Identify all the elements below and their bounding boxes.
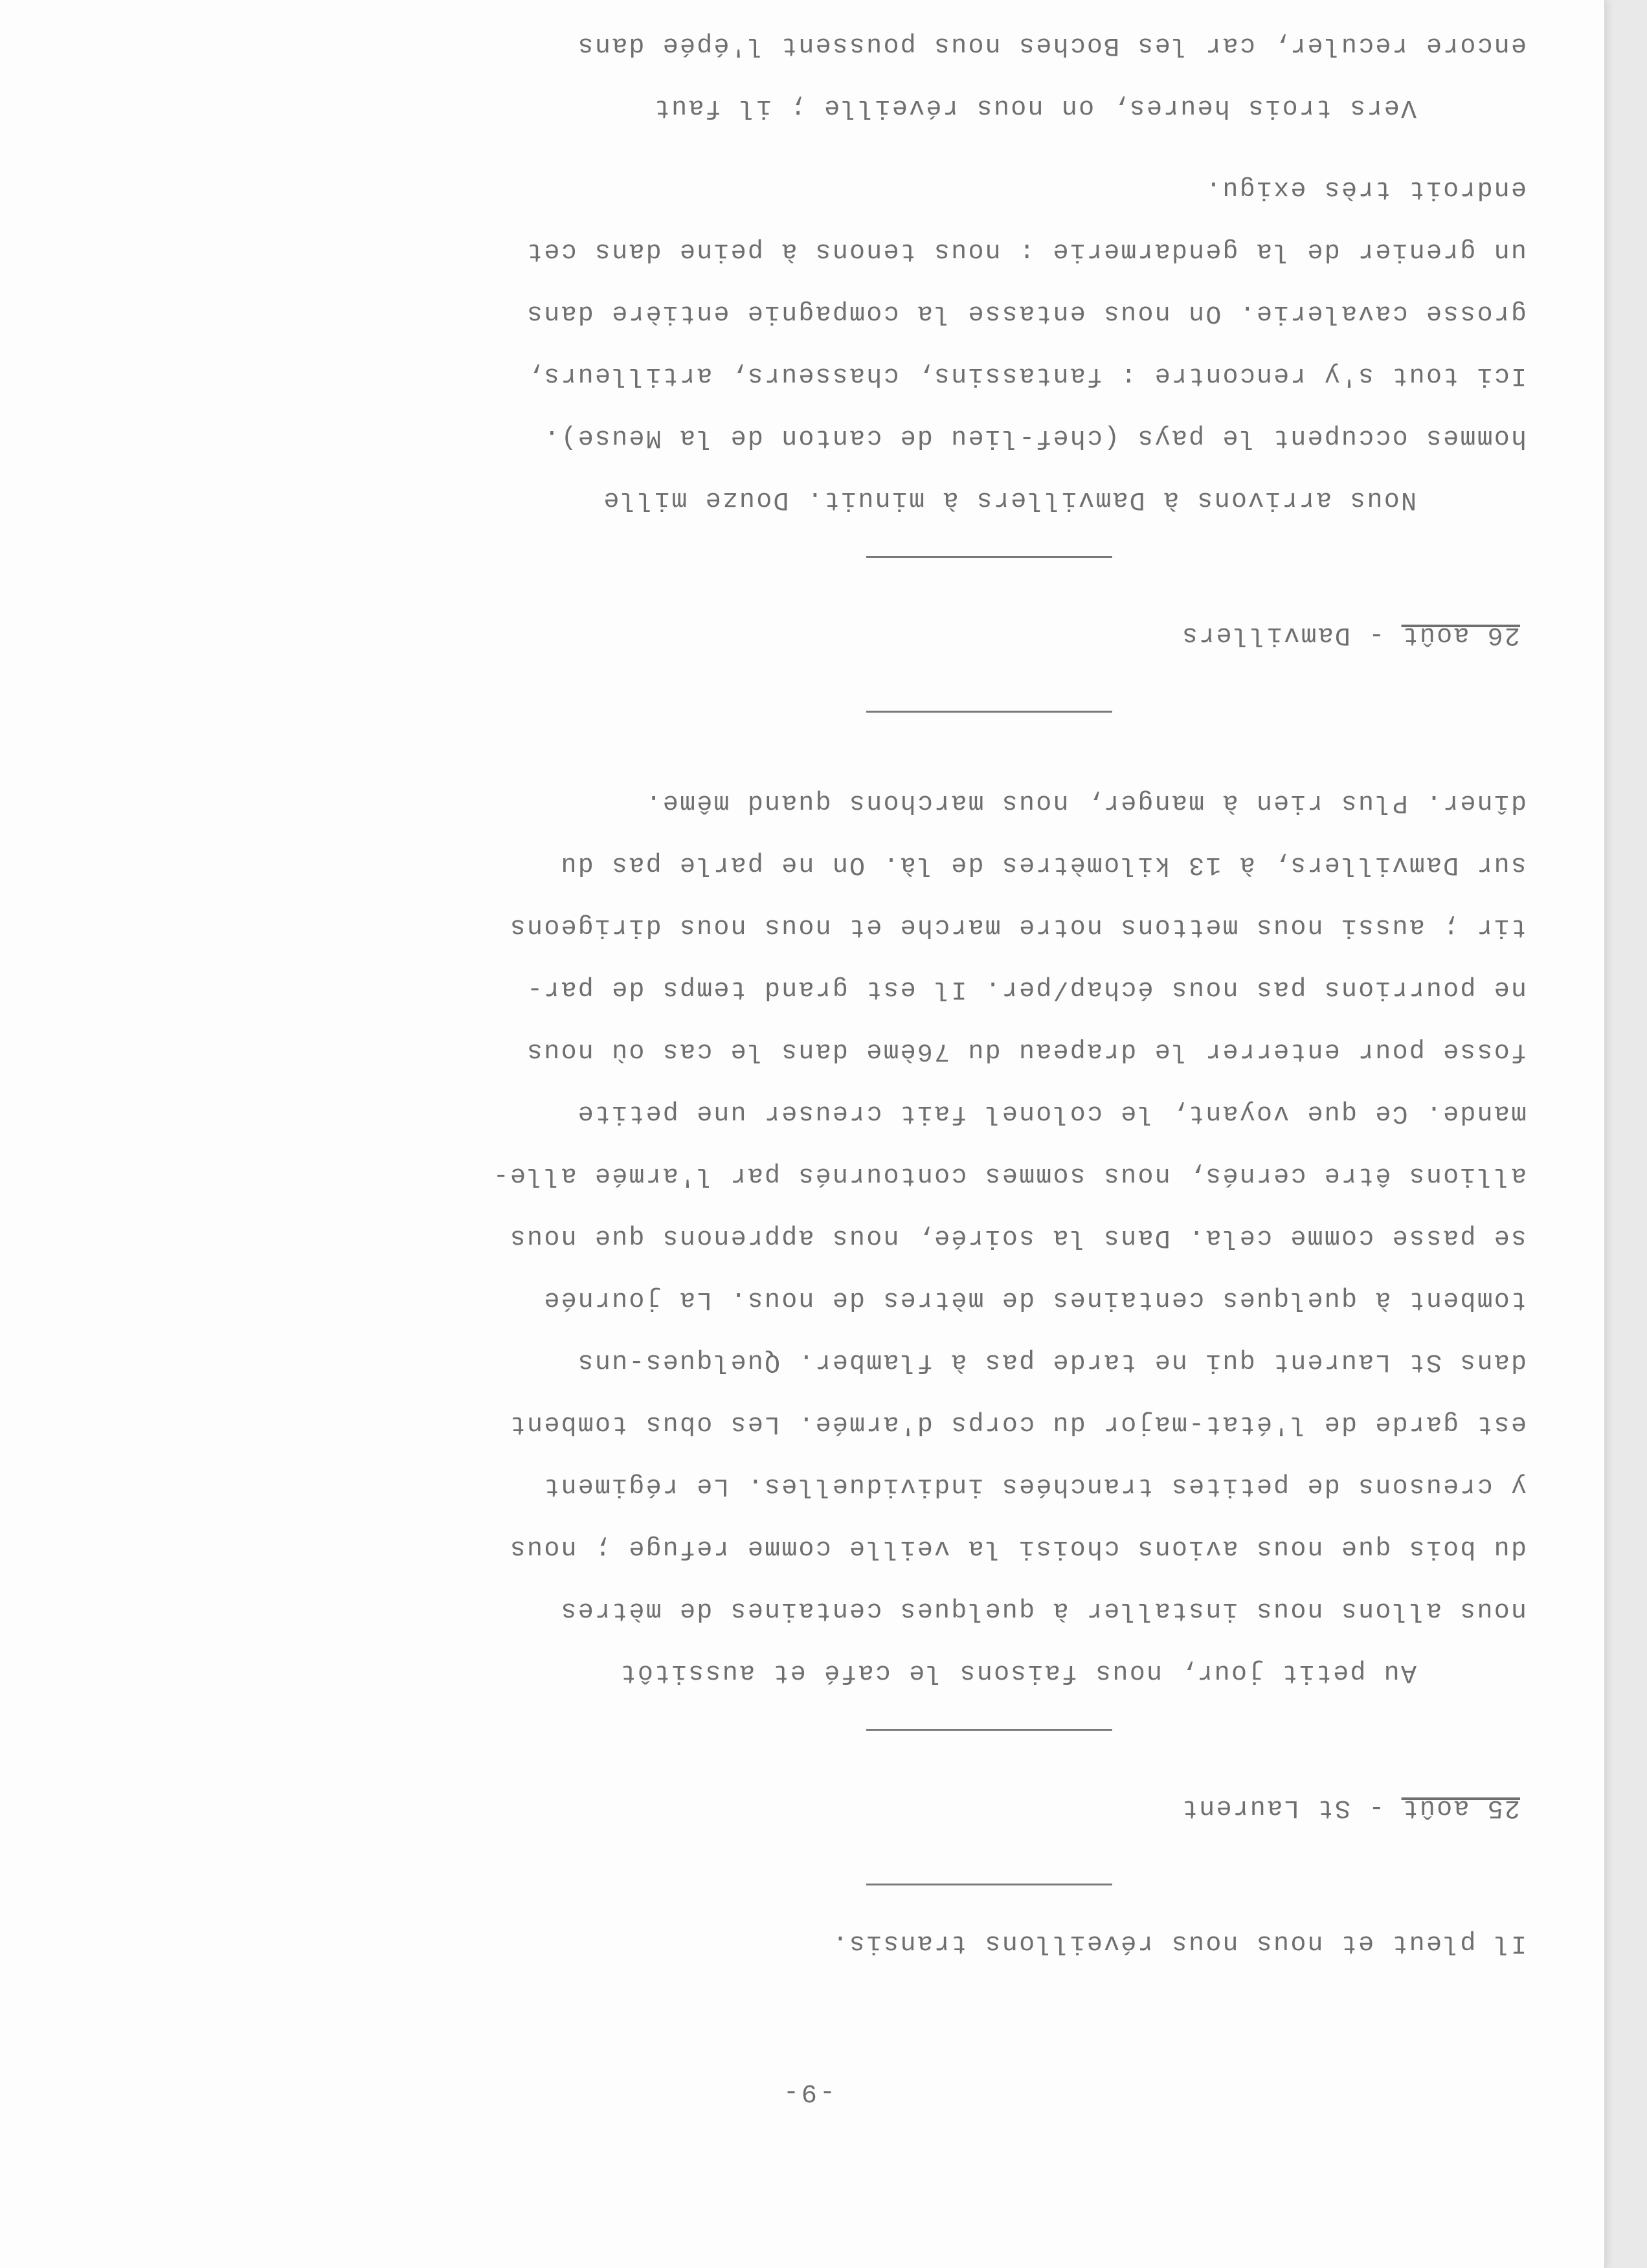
text-line: Vers trois heures, on nous réveille ; il faut <box>653 93 1417 122</box>
section-divider <box>866 1729 1112 1731</box>
text-line: du bois que nous avions choisi la veille comme refuge ; nous <box>508 1533 1527 1562</box>
section-divider <box>866 1884 1112 1885</box>
entry-date: 26 août <box>1401 620 1520 649</box>
text-line: tir ; aussi nous mettons notre marche et nous nous dirigeons <box>508 912 1527 941</box>
text-line: y creusons de petites tranchées individuelles. Le régiment <box>543 1471 1527 1500</box>
text-line: Ici tout s'y rencontre : fantassins, chasseurs, artilleurs, <box>525 361 1527 390</box>
entry-date: 25 août <box>1401 1793 1520 1822</box>
text-line: mande. Ce que voyant, le colonel fait creuser une petite <box>576 1098 1527 1128</box>
text-line: Nous arrivons à Damvillers à minuit. Douze mille <box>602 485 1417 514</box>
text-line: Au petit jour, nous faisons le café et aussitôt <box>619 1658 1417 1687</box>
section-divider <box>866 556 1112 558</box>
text-line: un grenier de la gendarmerie : nous tenons à peine dans cet <box>525 236 1527 265</box>
text-line: tombent à quelques centaines de mètres de nous. La journée <box>543 1285 1527 1314</box>
text-line: endroit très exigu. <box>1204 174 1527 203</box>
page-content <box>89 0 1527 2106</box>
text-line: est garde de l'état-major du corps d'armée. Les obus tombent <box>508 1409 1527 1438</box>
text-line: nous allons nous installer à quelques centaines de mètres <box>559 1595 1527 1625</box>
section-divider <box>866 711 1112 713</box>
entry-body-25-aout <box>89 771 1527 1703</box>
text-line: se passe comme cela. Dans la soirée, nous apprenons que nous <box>508 1223 1527 1252</box>
text-line: sur Damvillers, à 13 kilomètres de là. On ne parle pas du <box>559 850 1527 879</box>
text-line: ne pourrions pas nous échap/per. Il est grand temps de par- <box>525 974 1527 1003</box>
entry-separator: - <box>1350 1793 1385 1822</box>
entry-heading-25-aout <box>89 1776 1527 1838</box>
paragraph-gap <box>89 138 1527 157</box>
text-line: fosse pour enterrer le drapeau du 76ème dans le cas où nous <box>525 1036 1527 1065</box>
entry-separator: - <box>1350 620 1385 649</box>
entry-place: Damvillers <box>1180 620 1350 649</box>
text-line: grosse cavalerie. On nous entasse la compagnie entière dans <box>525 298 1527 328</box>
entry-place: St Laurent <box>1180 1793 1350 1822</box>
page-number: -9- <box>781 2077 836 2106</box>
text-line: encore reculer, car les Boches nous poussent l'épée dans <box>576 30 1527 60</box>
opening-line: Il pleut et nous nous réveillons transis. <box>831 1928 1527 1957</box>
text-line: dans St Laurent qui ne tarde pas à flamber. Quelques-uns <box>576 1347 1527 1376</box>
text-line: hommes occupent le pays (chef-lieu de canton de la Meuse). <box>543 423 1527 452</box>
entry-body-26-aout <box>89 0 1527 530</box>
text-line: allions être cernés, nous sommes contournés par l'armée alle- <box>491 1161 1527 1190</box>
entry-heading-26-aout <box>89 603 1527 665</box>
text-line: dîner. Plus rien à manger, nous marchons quand même. <box>644 788 1527 817</box>
text-line <box>89 0 1527 14</box>
